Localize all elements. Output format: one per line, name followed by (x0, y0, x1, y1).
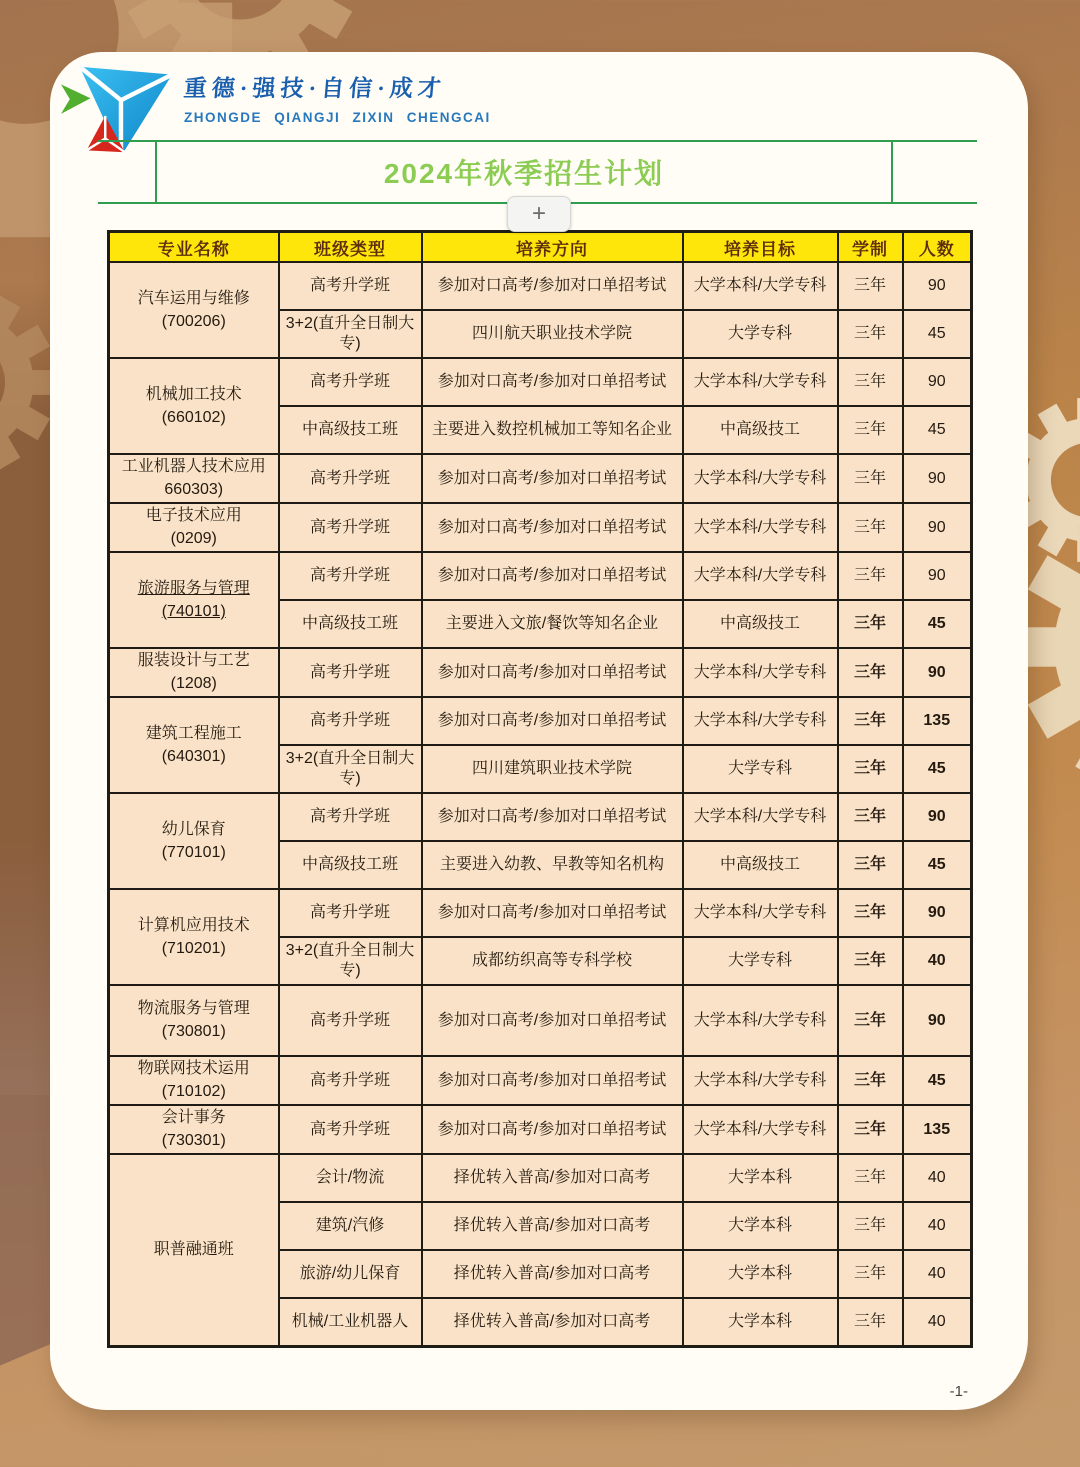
count-cell: 90 (903, 262, 972, 310)
direction-cell: 参加对口高考/参加对口单招考试 (422, 262, 683, 310)
table-row (109, 1056, 972, 1105)
count-cell: 40 (903, 937, 972, 985)
direction-cell: 择优转入普高/参加对口高考 (422, 1298, 683, 1346)
target-cell: 大学本科 (683, 1154, 838, 1202)
major-name: 汽车运用与维修 (137, 289, 250, 307)
duration-cell: 三年 (838, 1250, 903, 1298)
table-row (109, 1154, 972, 1202)
duration-cell: 三年 (838, 358, 903, 406)
target-cell: 大学专科 (683, 937, 838, 985)
target-cell: 大学本科/大学专科 (683, 262, 838, 310)
class-type-cell: 中高级技工班 (279, 600, 422, 648)
major-code: (660102) (161, 408, 226, 426)
table-row (109, 454, 972, 503)
target-cell: 大学本科/大学专科 (683, 503, 838, 552)
count-cell: 135 (903, 1105, 972, 1154)
direction-cell: 四川航天职业技术学院 (422, 310, 683, 358)
table-row (109, 262, 972, 310)
duration-cell: 三年 (838, 937, 903, 985)
major-code: (770101) (161, 843, 226, 861)
plus-icon: + (531, 200, 546, 227)
duration-cell: 三年 (838, 454, 903, 503)
count-cell: 40 (903, 1154, 972, 1202)
count-cell: 45 (903, 745, 972, 793)
major-name: 计算机应用技术 (137, 916, 250, 934)
class-type-cell: 高考升学班 (279, 697, 422, 745)
direction-cell: 择优转入普高/参加对口高考 (422, 1202, 683, 1250)
target-cell: 大学本科/大学专科 (683, 1105, 838, 1154)
class-type-cell: 旅游/幼儿保育 (279, 1250, 422, 1298)
enrollment-table (107, 230, 973, 1348)
class-type-cell: 高考升学班 (279, 1056, 422, 1105)
target-cell: 中高级技工 (683, 841, 838, 889)
duration-cell: 三年 (838, 310, 903, 358)
class-type-cell: 3+2(直升全日制大专) (279, 745, 422, 793)
major-name-cell (109, 648, 279, 697)
count-cell: 90 (903, 648, 972, 697)
class-type-cell: 3+2(直升全日制大专) (279, 310, 422, 358)
count-cell: 40 (903, 1250, 972, 1298)
major-name: 幼儿保育 (161, 820, 226, 838)
direction-cell: 参加对口高考/参加对口单招考试 (422, 793, 683, 841)
class-type-cell: 高考升学班 (279, 358, 422, 406)
duration-cell: 三年 (838, 985, 903, 1056)
target-cell: 大学本科/大学专科 (683, 889, 838, 937)
target-cell: 大学本科/大学专科 (683, 552, 838, 600)
school-motto: 重德·强技·自信·成才 (182, 76, 447, 101)
duration-cell: 三年 (838, 697, 903, 745)
class-type-cell: 建筑/汽修 (279, 1202, 422, 1250)
duration-cell: 三年 (838, 262, 903, 310)
class-type-cell: 3+2(直升全日制大专) (279, 937, 422, 985)
column-header: 专业名称 (109, 232, 279, 263)
target-cell: 大学本科 (683, 1202, 838, 1250)
direction-cell: 参加对口高考/参加对口单招考试 (422, 358, 683, 406)
direction-cell: 参加对口高考/参加对口单招考试 (422, 1056, 683, 1105)
direction-cell: 择优转入普高/参加对口高考 (422, 1250, 683, 1298)
count-cell: 135 (903, 697, 972, 745)
duration-cell: 三年 (838, 1105, 903, 1154)
direction-cell: 参加对口高考/参加对口单招考试 (422, 454, 683, 503)
class-type-cell: 高考升学班 (279, 648, 422, 697)
class-type-cell: 中高级技工班 (279, 406, 422, 454)
count-cell: 45 (903, 406, 972, 454)
class-type-cell: 高考升学班 (279, 1105, 422, 1154)
direction-cell: 主要进入文旅/餐饮等知名企业 (422, 600, 683, 648)
table-row (109, 1105, 972, 1154)
title-band-left-cell (98, 142, 157, 202)
major-name: 建筑工程施工 (145, 724, 242, 742)
table-row (109, 697, 972, 745)
duration-cell: 三年 (838, 1056, 903, 1105)
direction-cell: 成都纺织高等专科学校 (422, 937, 683, 985)
major-name-cell (109, 1056, 279, 1105)
count-cell: 90 (903, 454, 972, 503)
target-cell: 大学本科/大学专科 (683, 985, 838, 1056)
major-name: 职普融通班 (153, 1240, 234, 1258)
direction-cell: 参加对口高考/参加对口单招考试 (422, 648, 683, 697)
major-name: 服装设计与工艺 (137, 652, 250, 669)
class-type-cell: 高考升学班 (279, 454, 422, 503)
major-name-cell (109, 454, 279, 503)
major-code: (640301) (161, 747, 226, 765)
direction-cell: 参加对口高考/参加对口单招考试 (422, 503, 683, 552)
major-name-cell (109, 1154, 279, 1346)
arrow-icon (61, 84, 91, 114)
target-cell: 大学本科/大学专科 (683, 454, 838, 503)
count-cell: 90 (903, 358, 972, 406)
target-cell: 大学本科/大学专科 (683, 793, 838, 841)
major-code: (710102) (161, 1083, 226, 1100)
direction-cell: 参加对口高考/参加对口单招考试 (422, 552, 683, 600)
class-type-cell: 高考升学班 (279, 985, 422, 1056)
target-cell: 中高级技工 (683, 406, 838, 454)
major-name-cell (109, 985, 279, 1056)
school-motto-pinyin: ZHONGDE QIANGJI ZIXIN CHENGCAI (184, 110, 491, 125)
duration-cell: 三年 (838, 841, 903, 889)
title-band-main-cell (157, 142, 891, 202)
duration-cell: 三年 (838, 745, 903, 793)
target-cell: 大学本科/大学专科 (683, 697, 838, 745)
count-cell: 90 (903, 889, 972, 937)
major-name-cell (109, 503, 279, 552)
class-type-cell: 高考升学班 (279, 262, 422, 310)
page-card (50, 52, 1028, 1410)
duration-cell: 三年 (838, 889, 903, 937)
duration-cell: 三年 (838, 503, 903, 552)
direction-cell: 主要进入幼教、早教等知名机构 (422, 841, 683, 889)
major-code: (730301) (161, 1132, 226, 1149)
class-type-cell: 高考升学班 (279, 793, 422, 841)
class-type-cell: 机械/工业机器人 (279, 1298, 422, 1346)
column-header: 培养目标 (683, 232, 838, 263)
target-cell: 大学本科/大学专科 (683, 358, 838, 406)
duration-cell: 三年 (838, 1202, 903, 1250)
major-name-cell (109, 552, 279, 648)
expand-button[interactable] (507, 196, 571, 232)
title-band (98, 140, 977, 204)
major-name-cell (109, 262, 279, 358)
target-cell: 大学本科 (683, 1250, 838, 1298)
major-name: 旅游服务与管理 (137, 579, 250, 597)
duration-cell: 三年 (838, 406, 903, 454)
direction-cell: 参加对口高考/参加对口单招考试 (422, 985, 683, 1056)
table-row (109, 552, 972, 600)
major-name: 会计事务 (161, 1109, 226, 1126)
major-name-cell (109, 793, 279, 889)
duration-cell: 三年 (838, 600, 903, 648)
direction-cell: 四川建筑职业技术学院 (422, 745, 683, 793)
major-code: (0209) (170, 530, 217, 547)
page-number: -1- (949, 1383, 968, 1400)
major-code: (710201) (161, 939, 226, 957)
direction-cell: 择优转入普高/参加对口高考 (422, 1154, 683, 1202)
table-row (109, 889, 972, 937)
class-type-cell: 高考升学班 (279, 552, 422, 600)
duration-cell: 三年 (838, 552, 903, 600)
major-name-cell (109, 697, 279, 793)
count-cell: 40 (903, 1298, 972, 1346)
count-cell: 90 (903, 552, 972, 600)
major-name: 工业机器人技术应用 (121, 458, 266, 475)
major-code: (730801) (161, 1023, 226, 1040)
count-cell: 90 (903, 503, 972, 552)
count-cell: 45 (903, 841, 972, 889)
class-type-cell: 高考升学班 (279, 889, 422, 937)
target-cell: 大学专科 (683, 310, 838, 358)
count-cell: 45 (903, 310, 972, 358)
target-cell: 大学专科 (683, 745, 838, 793)
table-row (109, 985, 972, 1056)
target-cell: 大学本科 (683, 1298, 838, 1346)
class-type-cell: 高考升学班 (279, 503, 422, 552)
major-name-cell (109, 889, 279, 985)
table-row (109, 793, 972, 841)
direction-cell: 参加对口高考/参加对口单招考试 (422, 1105, 683, 1154)
column-header: 培养方向 (422, 232, 683, 263)
table-row (109, 503, 972, 552)
target-cell: 中高级技工 (683, 600, 838, 648)
target-cell: 大学本科/大学专科 (683, 648, 838, 697)
duration-cell: 三年 (838, 1298, 903, 1346)
count-cell: 40 (903, 1202, 972, 1250)
count-cell: 45 (903, 1056, 972, 1105)
target-cell: 大学本科/大学专科 (683, 1056, 838, 1105)
major-name: 机械加工技术 (145, 385, 242, 403)
major-name-cell (109, 358, 279, 454)
major-code: (700206) (161, 312, 226, 330)
table-row (109, 358, 972, 406)
page-title: 2024年秋季招生计划 (383, 158, 665, 189)
duration-cell: 三年 (838, 1154, 903, 1202)
direction-cell: 参加对口高考/参加对口单招考试 (422, 697, 683, 745)
duration-cell: 三年 (838, 648, 903, 697)
class-type-cell: 会计/物流 (279, 1154, 422, 1202)
major-name: 物流服务与管理 (137, 1000, 250, 1017)
column-header: 班级类型 (279, 232, 422, 263)
count-cell: 45 (903, 600, 972, 648)
title-band-right-cell (891, 142, 977, 202)
table-header-row (109, 232, 972, 263)
direction-cell: 参加对口高考/参加对口单招考试 (422, 889, 683, 937)
table-row (109, 648, 972, 697)
major-code: 660303) (164, 481, 224, 498)
count-cell: 90 (903, 793, 972, 841)
count-cell: 90 (903, 985, 972, 1056)
major-code: (1208) (170, 675, 217, 692)
column-header: 学制 (838, 232, 903, 263)
duration-cell: 三年 (838, 793, 903, 841)
class-type-cell: 中高级技工班 (279, 841, 422, 889)
column-header: 人数 (903, 232, 972, 263)
direction-cell: 主要进入数控机械加工等知名企业 (422, 406, 683, 454)
major-name: 物联网技术运用 (137, 1060, 250, 1077)
major-code: (740101) (161, 602, 226, 620)
major-name: 电子技术应用 (145, 507, 242, 524)
major-name-cell (109, 1105, 279, 1154)
